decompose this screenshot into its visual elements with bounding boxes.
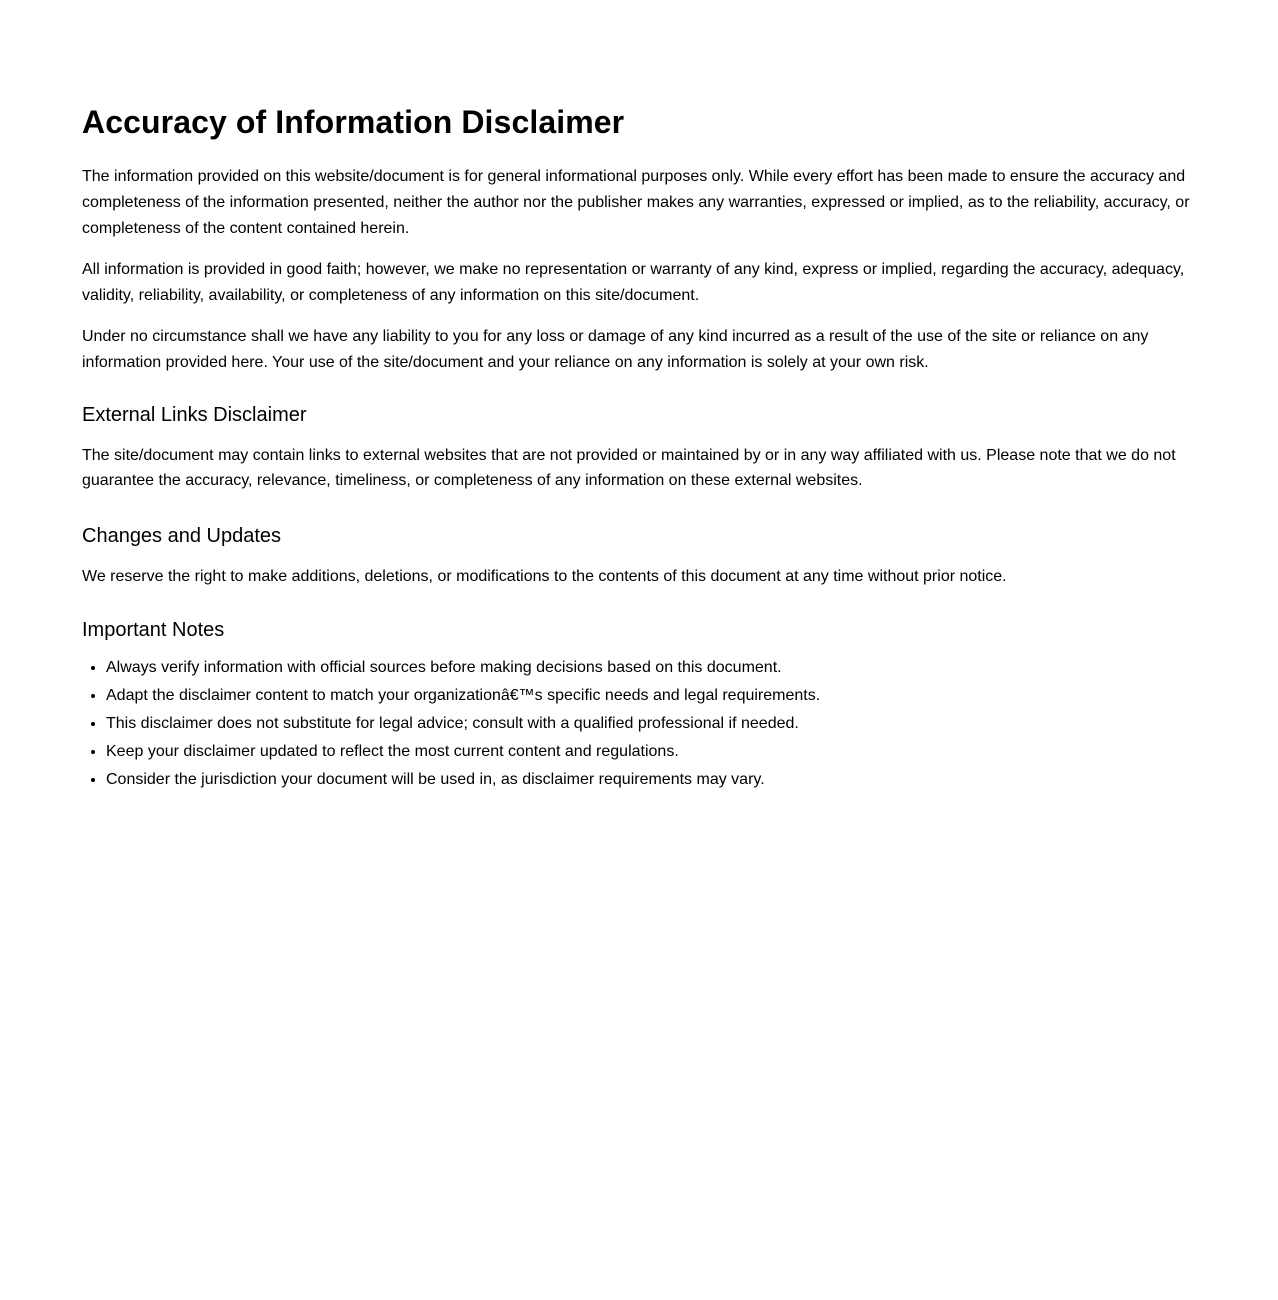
intro-paragraph-2: All information is provided in good faith; however, we make no representation or warranty of any kind, express or implied, regarding the accuracy, adequacy, validity, reliability, availability, or completeness of any information on this site/document. — [82, 261, 1185, 304]
external-links-text: The site/document may contain links to external websites that are not provided or maintained by or in any way affiliated with us. Please note that we do not guarantee the accuracy, relevance, timeliness, or completeness of any information on these external websites. — [82, 447, 1176, 489]
external-links-section — [82, 403, 1196, 493]
list-item: • This disclaimer does not substitute for legal advice; consult with a qualified professional if needed. — [106, 714, 1196, 734]
list-item: • Adapt the disclaimer content to match your organizationâ€™s specific needs and legal requirements. — [106, 686, 1196, 706]
list-item: • Always verify information with official sources before making decisions based on this document. — [106, 658, 1196, 678]
list-item: • Consider the jurisdiction your document will be used in, as disclaimer requirements may vary. — [106, 770, 1196, 790]
notes-heading: Important Notes — [82, 619, 225, 641]
changes-heading: Changes and Updates — [82, 525, 282, 547]
intro-paragraph-3: Under no circumstance shall we have any liability to you for any loss or damage of any kind incurred as a result of the use of the site or reliance on any information provided here. Your use of the site/document and your reliance on any information is solely at your own risk. — [82, 328, 1149, 371]
changes-section — [82, 524, 1196, 590]
changes-text: We reserve the right to make additions, deletions, or modifications to the contents of this document at any time without prior notice. — [82, 568, 1007, 585]
notes-section — [82, 618, 1196, 790]
list-item: • Keep your disclaimer updated to reflect the most current content and regulations. — [106, 742, 1196, 762]
external-links-heading: External Links Disclaimer — [82, 404, 307, 426]
notes-list — [82, 658, 1196, 790]
page-title: Accuracy of Information Disclaimer — [82, 104, 625, 140]
intro-paragraph-1: The information provided on this website/document is for general informational purposes only. While every effort has been made to ensure the accuracy and completeness of the information presented, neither the author nor the publisher makes any warranties, expressed or implied, as to the reliability, accuracy, or completeness of the content contained herein. — [82, 168, 1190, 237]
